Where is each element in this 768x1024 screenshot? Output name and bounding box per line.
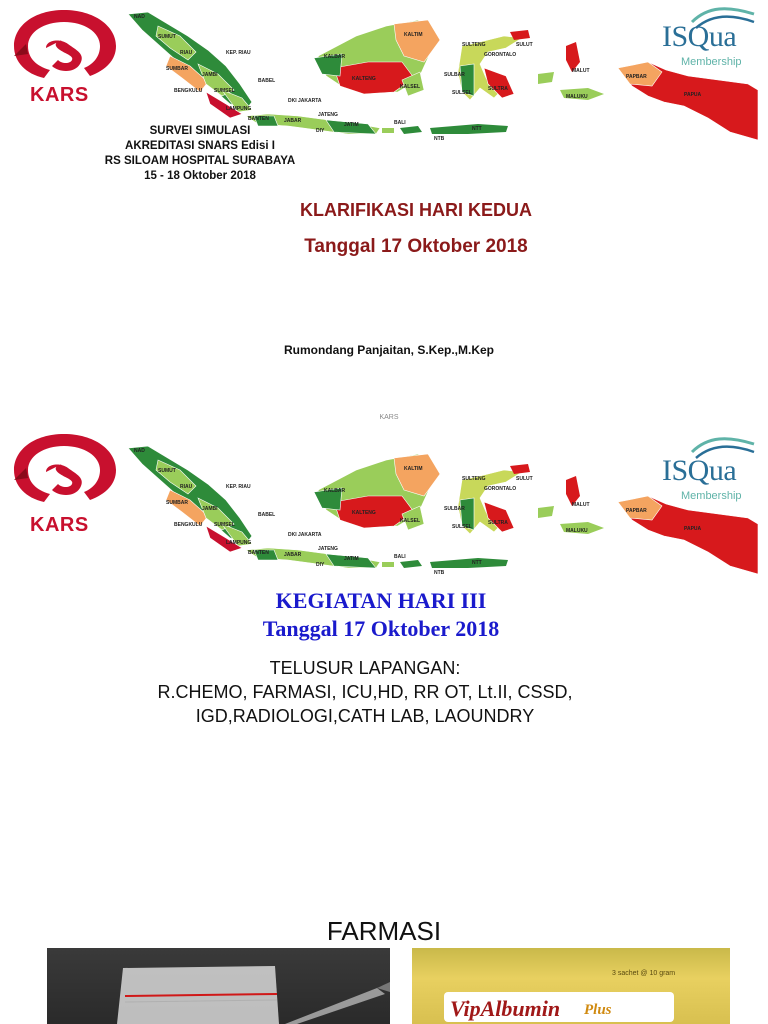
- map-label-babel: BABEL: [258, 78, 276, 84]
- map-label-banten: BANTEN: [248, 550, 269, 556]
- slide-1: [0, 0, 768, 420]
- map-label-nad: NAD: [134, 448, 145, 454]
- map-label-sulsel: SULSEL: [452, 90, 472, 96]
- isqua-membership: Membership: [681, 56, 742, 68]
- map-label-jambi: JAMBI: [202, 72, 218, 78]
- map-label-diy: DIY: [316, 128, 325, 134]
- map-label-sulbar: SULBAR: [444, 506, 465, 512]
- map-label-sulteng: SULTENG: [462, 476, 486, 482]
- survey-line-4: 15 - 18 Oktober 2018: [144, 170, 256, 182]
- slide1-date: Tanggal 17 Oktober 2018: [304, 236, 528, 257]
- map-label-sumut: SUMUT: [158, 468, 176, 474]
- map-label-jatim: JATIM: [344, 556, 359, 562]
- vipalbumin-small-text: 3 sachet @ 10 gram: [612, 970, 676, 977]
- map-label-kaltim: KALTIM: [404, 32, 423, 38]
- map-label-gorontalo: GORONTALO: [484, 486, 517, 492]
- survey-line-1: SURVEI SIMULASI: [149, 125, 251, 137]
- slide2-line-2: R.CHEMO, FARMASI, ICU,HD, RR OT, Lt.II, CSSD,: [157, 682, 573, 702]
- map-label-papua: PAPUA: [684, 526, 702, 532]
- survey-line-2: AKREDITASI SNARS Edisi I: [125, 140, 275, 152]
- map-label-lampung: LAMPUNG: [226, 106, 252, 112]
- map-label-ntt: NTT: [472, 126, 482, 132]
- kars-logo-icon: [6, 428, 122, 518]
- map-label-bali: BALI: [394, 554, 406, 560]
- map-label-jabar: JABAR: [284, 552, 302, 558]
- map-label-gorontalo: GORONTALO: [484, 52, 517, 58]
- map-label-kalteng: KALTENG: [352, 76, 376, 82]
- map-label-jabar: JABAR: [284, 118, 302, 124]
- isqua-logo-text: ISQua: [662, 20, 737, 53]
- map-label-kalsel: KALSEL: [400, 84, 420, 90]
- map-label-kepriau: KEP. RIAU: [226, 50, 251, 56]
- map-label-sumbar: SUMBAR: [166, 500, 188, 506]
- map-label-sumsel: SUMSEL: [214, 88, 235, 94]
- map-label-dki: DKI JAKARTA: [288, 532, 322, 538]
- map-label-sulteng: SULTENG: [462, 42, 486, 48]
- kars-logo-text: KARS: [30, 514, 89, 536]
- map-label-riau: RIAU: [180, 50, 193, 56]
- map-label-banten: BANTEN: [248, 116, 269, 122]
- slide2-line-3: IGD,RADIOLOGI,CATH LAB, LAOUNDRY: [195, 706, 535, 726]
- map-label-maluku: MALUKU: [566, 94, 588, 100]
- slide2-title: KEGIATAN HARI III: [275, 588, 487, 613]
- map-label-riau: RIAU: [180, 484, 193, 490]
- map-label-papbar: PAPBAR: [626, 74, 647, 80]
- map-label-bali: BALI: [394, 120, 406, 126]
- map-label-babel: BABEL: [258, 512, 276, 518]
- map-label-sumut: SUMUT: [158, 34, 176, 40]
- map-label-malut: MALUT: [572, 68, 590, 74]
- kars-logo-text: KARS: [30, 84, 89, 106]
- survey-info: [90, 124, 310, 184]
- map-label-papua: PAPUA: [684, 92, 702, 98]
- map-label-sulbar: SULBAR: [444, 72, 465, 78]
- kars-logo-icon: [6, 4, 122, 94]
- slide1-footer: KARS: [379, 414, 399, 421]
- map-label-kepriau: KEP. RIAU: [226, 484, 251, 490]
- map-label-sumbar: SUMBAR: [166, 66, 188, 72]
- map-label-kalsel: KALSEL: [400, 518, 420, 524]
- vipalbumin-brand: VipAlbumin: [450, 996, 561, 1021]
- bag-and-scissors-icon: [47, 948, 390, 1024]
- map-label-sulut: SULUT: [516, 42, 533, 48]
- map-label-malut: MALUT: [572, 502, 590, 508]
- isqua-membership: Membership: [681, 490, 742, 502]
- slide1-title: KLARIFIKASI HARI KEDUA: [300, 200, 532, 220]
- map-label-nad: NAD: [134, 14, 145, 20]
- map-label-diy: DIY: [316, 562, 325, 568]
- map-label-sulsel: SULSEL: [452, 524, 472, 530]
- presenter-name: Rumondang Panjaitan, S.Kep.,M.Kep: [283, 343, 495, 357]
- map-label-kalbar: KALBAR: [324, 488, 346, 494]
- map-label-jateng: JATENG: [318, 546, 338, 552]
- isqua-logo-text: ISQua: [662, 454, 737, 487]
- map-label-jateng: JATENG: [318, 112, 338, 118]
- slide-3: [0, 848, 768, 1024]
- map-label-maluku: MALUKU: [566, 528, 588, 534]
- map-label-jambi: JAMBI: [202, 506, 218, 512]
- map-label-ntb: NTB: [434, 136, 445, 142]
- slide3-title: FARMASI: [326, 916, 442, 946]
- map-label-sultra: SULTRA: [488, 520, 508, 526]
- slide-2: [0, 424, 768, 844]
- vipalbumin-plus: Plus: [584, 1002, 612, 1018]
- map-label-ntt: NTT: [472, 560, 482, 566]
- map-label-kaltim: KALTIM: [404, 466, 423, 472]
- map-label-sumsel: SUMSEL: [214, 522, 235, 528]
- map-label-dki: DKI JAKARTA: [288, 98, 322, 104]
- map-label-ntb: NTB: [434, 570, 445, 576]
- map-label-bengkulu: BENGKULU: [174, 522, 203, 528]
- photo-vipalbumin-box: [412, 948, 730, 1024]
- map-label-papbar: PAPBAR: [626, 508, 647, 514]
- slide2-line-1: TELUSUR LAPANGAN:: [269, 658, 461, 678]
- map-label-lampung: LAMPUNG: [226, 540, 252, 546]
- survey-line-3: RS SILOAM HOSPITAL SURABAYA: [104, 155, 296, 167]
- map-label-sulut: SULUT: [516, 476, 533, 482]
- slide2-date: Tanggal 17 Oktober 2018: [262, 616, 500, 641]
- map-label-kalteng: KALTENG: [352, 510, 376, 516]
- slide2-body: [0, 656, 730, 728]
- map-label-kalbar: KALBAR: [324, 54, 346, 60]
- map-label-bengkulu: BENGKULU: [174, 88, 203, 94]
- photo-plastic-bag: [47, 948, 390, 1024]
- map-label-jatim: JATIM: [344, 122, 359, 128]
- map-label-sultra: SULTRA: [488, 86, 508, 92]
